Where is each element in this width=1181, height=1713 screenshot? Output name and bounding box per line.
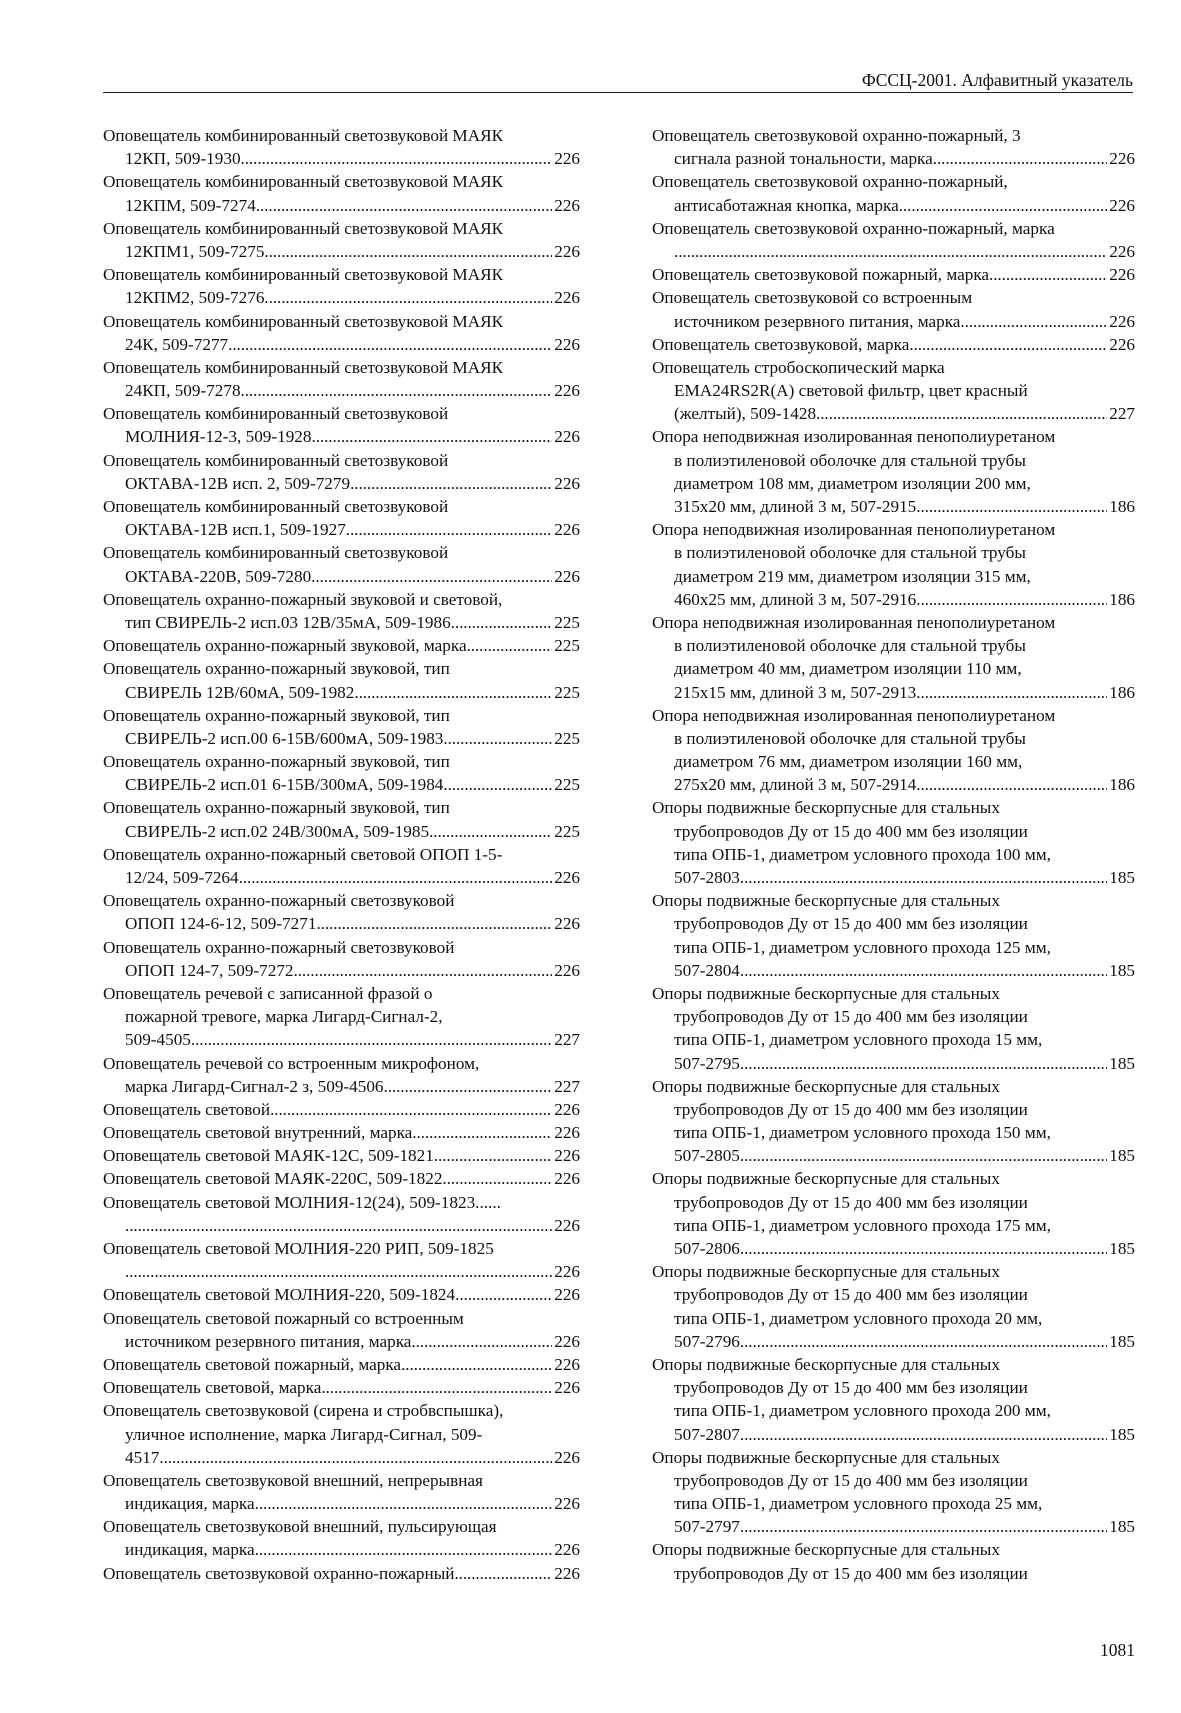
entry-page-number: 225 xyxy=(554,612,580,632)
index-entry xyxy=(103,356,580,402)
index-entry xyxy=(103,449,580,495)
entry-text: в полиэтиленовой оболочке для стальной трубы xyxy=(674,636,1026,656)
index-entry xyxy=(103,1307,580,1353)
entry-page-number: 226 xyxy=(554,1378,580,1398)
entry-text: Оповещатель охранно-пожарный светозвуковой xyxy=(103,937,455,957)
dot-leader xyxy=(916,495,1107,518)
dot-leader xyxy=(228,333,552,356)
entry-text: МОЛНИЯ-12-3, 509-1928 xyxy=(125,427,312,447)
entry-text: Оповещатель комбинированный светозвуковой МАЯК xyxy=(103,311,504,331)
index-entry xyxy=(652,704,1135,797)
entry-page-number: 226 xyxy=(554,1285,580,1305)
entry-page-number: 226 xyxy=(554,1262,580,1282)
entry-text: Оповещатель световой МАЯК-12С, 509-1821 xyxy=(103,1146,434,1166)
index-entry xyxy=(652,1260,1135,1353)
entry-text: Опоры подвижные бескорпусные для стальных xyxy=(652,1354,1000,1374)
index-entry xyxy=(103,1237,580,1283)
entry-text: Оповещатель комбинированный светозвуковой xyxy=(103,404,449,424)
entry-text: 12/24, 509-7264 xyxy=(125,868,239,887)
index-entry xyxy=(103,1098,580,1121)
index-entry xyxy=(103,634,580,657)
entry-text: типа ОПБ-1, диаметром условного прохода 100 мм, xyxy=(674,844,1051,864)
entry-page-number: 186 xyxy=(1109,589,1135,609)
entry-text: Оповещатель светозвуковой (сирена и стробвспышка), xyxy=(103,1401,504,1421)
dot-leader xyxy=(740,1237,1107,1260)
entry-text: Оповещатель светозвуковой охранно-пожарный, xyxy=(652,172,1008,192)
entry-text: Оповещатель охранно-пожарный звуковой и световой, xyxy=(103,589,503,609)
dot-leader xyxy=(740,1144,1107,1167)
header-rule xyxy=(103,92,1133,93)
entry-text: трубопроводов Ду от 15 до 400 мм без изоляции xyxy=(674,1563,1028,1583)
entry-text: 507-2803 xyxy=(674,868,740,887)
entry-text: Опоры подвижные бескорпусные для стальных xyxy=(652,1540,1000,1560)
entry-text: источником резервного питания, марка xyxy=(125,1331,412,1351)
entry-page-number: 226 xyxy=(554,1099,580,1119)
dot-leader xyxy=(443,727,552,750)
index-entry xyxy=(103,982,580,1052)
entry-text: трубопроводов Ду от 15 до 400 мм без изоляции xyxy=(674,1192,1028,1212)
entry-page-number: 226 xyxy=(554,960,580,980)
index-entry xyxy=(103,588,580,634)
entry-page-number: 226 xyxy=(554,149,580,169)
index-entry xyxy=(103,796,580,842)
entry-page-number: 225 xyxy=(554,728,580,748)
dot-leader xyxy=(412,1121,552,1144)
entry-page-number: 185 xyxy=(1109,868,1135,887)
entry-text: диаметром 108 мм, диаметром изоляции 200 мм, xyxy=(674,473,1031,493)
entry-page-number: 186 xyxy=(1109,497,1135,516)
index-entry xyxy=(103,124,580,170)
dot-leader xyxy=(294,959,553,982)
dot-leader xyxy=(255,1538,553,1561)
entry-text: 507-2806 xyxy=(674,1239,740,1258)
entry-page-number: 226 xyxy=(554,914,580,934)
entry-page-number: 226 xyxy=(1109,334,1135,354)
entry-text: (желтый), 509-1428 xyxy=(674,404,817,424)
index-entry xyxy=(103,1283,580,1306)
dot-leader xyxy=(916,773,1107,796)
dot-leader xyxy=(451,611,553,634)
entry-text: уличное исполнение, марка Лигард-Сигнал, 509- xyxy=(125,1424,483,1444)
entry-text: СВИРЕЛЬ-2 исп.02 24В/300мА, 509-1985 xyxy=(125,821,430,841)
index-entry xyxy=(103,1052,580,1098)
dot-leader xyxy=(241,379,553,402)
entry-text: Оповещатель охранно-пожарный звуковой, тип xyxy=(103,705,450,725)
entry-text: 215x15 мм, длиной 3 м, 507-2913 xyxy=(674,682,917,702)
entry-page-number: 226 xyxy=(554,868,580,887)
entry-text: 507-2804 xyxy=(674,960,740,980)
entry-text: 509-4505 xyxy=(125,1030,191,1050)
entry-text: Оповещатель светозвуковой пожарный, марка xyxy=(652,265,990,285)
entry-text: индикация, марка xyxy=(125,1540,255,1560)
entry-page-number: 185 xyxy=(1109,1331,1135,1351)
dot-leader xyxy=(256,194,552,217)
entry-text: Оповещатель световой пожарный со встроенным xyxy=(103,1308,464,1328)
entry-page-number: 185 xyxy=(1109,1053,1135,1073)
entry-text: СВИРЕЛЬ 12В/60мА, 509-1982 xyxy=(125,682,355,702)
entry-page-number: 226 xyxy=(1109,265,1135,285)
entry-page-number: 226 xyxy=(554,1146,580,1166)
entry-page-number: 226 xyxy=(554,566,580,586)
index-entry xyxy=(652,1538,1135,1584)
entry-text: ОПОП 124-6-12, 509-7271 xyxy=(125,914,317,934)
index-entry xyxy=(103,1167,580,1190)
entry-text: 12КП, 509-1930 xyxy=(125,149,241,169)
entry-page-number: 226 xyxy=(554,427,580,447)
running-header xyxy=(103,68,1133,94)
entry-text: индикация, марка xyxy=(125,1494,255,1514)
entry-text: Оповещатель комбинированный светозвуковой МАЯК xyxy=(103,357,504,377)
index-entry xyxy=(103,402,580,448)
entry-text: 24К, 509-7277 xyxy=(125,334,229,354)
dot-leader xyxy=(429,820,552,843)
entry-text: Оповещатель комбинированный светозвуковой xyxy=(103,543,449,563)
index-entry xyxy=(103,310,580,356)
entry-text: Оповещатель световой внутренний, марка xyxy=(103,1123,413,1143)
page-number: 1081 xyxy=(1100,1640,1135,1660)
dot-leader xyxy=(316,912,552,935)
index-entry xyxy=(652,518,1135,611)
dot-leader xyxy=(740,1423,1107,1446)
dot-leader xyxy=(350,472,552,495)
entry-text: Опора неподвижная изолированная пенополиуретаном xyxy=(652,520,1056,540)
entry-text: Оповещатель комбинированный светозвуковой МАЯК xyxy=(103,126,504,145)
dot-leader xyxy=(264,240,552,263)
entry-text: диаметром 40 мм, диаметром изоляции 110 мм, xyxy=(674,659,1022,679)
index-entry xyxy=(652,982,1135,1075)
entry-text: Оповещатель охранно-пожарный звуковой, тип xyxy=(103,659,450,679)
entry-text: Опоры подвижные бескорпусные для стальных xyxy=(652,1169,1000,1189)
dot-leader xyxy=(270,1098,552,1121)
entry-text: Оповещатель охранно-пожарный светозвуковой xyxy=(103,891,455,911)
entry-text: СВИРЕЛЬ-2 исп.00 6-15В/600мА, 509-1983 xyxy=(125,728,444,748)
dot-leader xyxy=(384,1075,553,1098)
dot-leader xyxy=(933,147,1107,170)
index-entry xyxy=(103,704,580,750)
entry-text: 460x25 мм, длиной 3 м, 507-2916 xyxy=(674,589,917,609)
entry-text: пожарной тревоге, марка Лигард-Сигнал-2, xyxy=(125,1007,443,1027)
dot-leader xyxy=(740,959,1107,982)
dot-leader xyxy=(674,240,1107,263)
index-column-left xyxy=(103,124,580,1585)
entry-text: 4517 xyxy=(125,1447,160,1467)
dot-leader xyxy=(467,634,553,657)
entry-text: трубопроводов Ду от 15 до 400 мм без изоляции xyxy=(674,1007,1028,1027)
entry-text: трубопроводов Ду от 15 до 400 мм без изоляции xyxy=(674,1378,1028,1398)
entry-page-number: 226 xyxy=(554,288,580,308)
entry-page-number: 227 xyxy=(1109,404,1135,424)
entry-text: 12КПМ, 509-7274 xyxy=(125,195,256,215)
entry-page-number: 226 xyxy=(554,1215,580,1235)
entry-text: Опоры подвижные бескорпусные для стальных xyxy=(652,1076,1000,1096)
index-entry xyxy=(652,1353,1135,1446)
entry-text: сигнала разной тональности, марка xyxy=(674,149,933,169)
entry-text: ОКТАВА-220В, 509-7280 xyxy=(125,566,312,586)
entry-page-number: 226 xyxy=(554,1331,580,1351)
entry-text: марка Лигард-Сигнал-2 з, 509-4506 xyxy=(125,1076,384,1096)
entry-text: Оповещатель светозвуковой охранно-пожарный, 3 xyxy=(652,126,1021,145)
entry-page-number: 226 xyxy=(554,1540,580,1560)
dot-leader xyxy=(454,1562,552,1585)
entry-text: Опоры подвижные бескорпусные для стальных xyxy=(652,798,1000,818)
entry-page-number: 185 xyxy=(1109,1517,1135,1537)
entry-text: тип СВИРЕЛЬ-2 исп.03 12В/35мА, 509-1986 xyxy=(125,612,451,632)
index-entry xyxy=(652,286,1135,332)
dot-leader xyxy=(312,425,553,448)
entry-text: Оповещатель охранно-пожарный звуковой, марка xyxy=(103,636,467,656)
entry-text: Оповещатель охранно-пожарный световой ОПОП 1-5- xyxy=(103,844,503,864)
dot-leader xyxy=(455,1283,552,1306)
entry-page-number: 226 xyxy=(554,334,580,354)
entry-text: в полиэтиленовой оболочке для стальной трубы xyxy=(674,450,1026,470)
entry-text: типа ОПБ-1, диаметром условного прохода 150 мм, xyxy=(674,1123,1051,1143)
entry-page-number: 185 xyxy=(1109,960,1135,980)
entry-text: Оповещатель светозвуковой со встроенным xyxy=(652,288,973,308)
entry-text: Опоры подвижные бескорпусные для стальных xyxy=(652,891,1000,911)
entry-text: диаметром 219 мм, диаметром изоляции 315 мм, xyxy=(674,566,1031,586)
dot-leader xyxy=(411,1330,552,1353)
entry-text: 12КПМ1, 509-7275 xyxy=(125,241,265,261)
entry-text: Опора неподвижная изолированная пенополиуретаном xyxy=(652,705,1056,725)
index-entry xyxy=(652,263,1135,286)
entry-text: антисаботажная кнопка, марка xyxy=(674,195,899,215)
entry-text: Оповещатель охранно-пожарный звуковой, тип xyxy=(103,752,450,772)
entry-text: диаметром 76 мм, диаметром изоляции 160 мм, xyxy=(674,752,1023,772)
entry-page-number: 226 xyxy=(554,1447,580,1467)
entry-text: в полиэтиленовой оболочке для стальной трубы xyxy=(674,543,1026,563)
dot-leader xyxy=(740,1052,1107,1075)
entry-page-number: 226 xyxy=(554,1169,580,1189)
entry-page-number: 225 xyxy=(554,775,580,795)
index-entry xyxy=(103,1121,580,1144)
index-entry xyxy=(103,263,580,309)
index-entry xyxy=(103,541,580,587)
dot-leader xyxy=(255,1492,553,1515)
index-entry xyxy=(652,217,1135,263)
entry-text: Оповещатель световой, марка xyxy=(103,1378,322,1398)
entry-page-number: 186 xyxy=(1109,775,1135,795)
dot-leader xyxy=(125,1260,552,1283)
entry-text: Оповещатель речевой со встроенным микрофоном, xyxy=(103,1053,480,1073)
index-entry xyxy=(103,170,580,216)
dot-leader xyxy=(241,147,553,170)
index-entry xyxy=(103,495,580,541)
entry-text: типа ОПБ-1, диаметром условного прохода 125 мм, xyxy=(674,937,1051,957)
entry-page-number: 185 xyxy=(1109,1146,1135,1166)
index-entry xyxy=(103,1515,580,1561)
dot-leader xyxy=(434,1144,552,1167)
entry-text: 507-2795 xyxy=(674,1053,740,1073)
entry-page-number: 226 xyxy=(554,381,580,401)
dot-leader xyxy=(264,286,552,309)
entry-page-number: 226 xyxy=(554,195,580,215)
entry-text: Оповещатель комбинированный светозвуковой xyxy=(103,497,449,516)
entry-text: типа ОПБ-1, диаметром условного прохода 25 мм, xyxy=(674,1494,1043,1514)
entry-text: Оповещатель светозвуковой охранно-пожарный xyxy=(103,1563,455,1583)
entry-text: 507-2805 xyxy=(674,1146,740,1166)
dot-leader xyxy=(740,866,1107,889)
entry-text: типа ОПБ-1, диаметром условного прохода 20 мм, xyxy=(674,1308,1043,1328)
index-entry xyxy=(103,1353,580,1376)
dot-leader xyxy=(916,681,1107,704)
entry-text: Оповещатель светозвуковой, марка xyxy=(652,334,910,354)
entry-text: ОКТАВА-12В исп. 2, 509-7279 xyxy=(125,473,351,493)
entry-text: трубопроводов Ду от 15 до 400 мм без изоляции xyxy=(674,1470,1028,1490)
dot-leader xyxy=(159,1446,552,1469)
entry-page-number: 225 xyxy=(554,821,580,841)
index-entry xyxy=(652,170,1135,216)
entry-page-number: 226 xyxy=(554,520,580,540)
entry-page-number: 226 xyxy=(1109,311,1135,331)
entry-page-number: 227 xyxy=(554,1076,580,1096)
entry-page-number: 225 xyxy=(554,636,580,656)
entry-page-number: 185 xyxy=(1109,1424,1135,1444)
entry-text: Оповещатель комбинированный светозвуковой МАЯК xyxy=(103,172,504,192)
entry-text: ОПОП 124-7, 509-7272 xyxy=(125,960,294,980)
entry-text: в полиэтиленовой оболочке для стальной трубы xyxy=(674,728,1026,748)
entry-page-number: 226 xyxy=(1109,195,1135,215)
dot-leader xyxy=(311,565,552,588)
entry-text: типа ОПБ-1, диаметром условного прохода 200 мм, xyxy=(674,1401,1051,1421)
index-entry xyxy=(103,936,580,982)
index-entry xyxy=(652,1446,1135,1539)
dot-leader xyxy=(442,1167,552,1190)
entry-text: 24КП, 509-7278 xyxy=(125,381,241,401)
entry-text: источником резервного питания, марка xyxy=(674,311,961,331)
dot-leader xyxy=(354,681,552,704)
entry-text: Оповещатель речевой с записанной фразой о xyxy=(103,983,433,1003)
entry-text: Оповещатель световой МАЯК-220С, 509-1822 xyxy=(103,1169,443,1189)
dot-leader xyxy=(916,588,1107,611)
entry-text: 507-2796 xyxy=(674,1331,740,1351)
entry-page-number: 226 xyxy=(554,1354,580,1374)
entry-text: Оповещатель светозвуковой внешний, пульсирующая xyxy=(103,1517,497,1537)
entry-text: трубопроводов Ду от 15 до 400 мм без изоляции xyxy=(674,1099,1028,1119)
index-entry xyxy=(103,217,580,263)
entry-page-number: 226 xyxy=(554,1123,580,1143)
index-entry xyxy=(652,611,1135,704)
entry-page-number: 226 xyxy=(554,1494,580,1514)
entry-text: Оповещатель световой xyxy=(103,1099,271,1119)
entry-text: Оповещатель светозвуковой внешний, непрерывная xyxy=(103,1470,483,1490)
dot-leader xyxy=(321,1376,552,1399)
entry-text: типа ОПБ-1, диаметром условного прохода 15 мм, xyxy=(674,1030,1043,1050)
dot-leader xyxy=(816,402,1107,425)
index-entry xyxy=(652,889,1135,982)
dot-leader xyxy=(191,1028,552,1051)
dot-leader xyxy=(239,866,553,889)
dot-leader xyxy=(909,333,1107,356)
entry-text: 12КПМ2, 509-7276 xyxy=(125,288,265,308)
entry-page-number: 227 xyxy=(554,1030,580,1050)
dot-leader xyxy=(989,263,1107,286)
entry-text: СВИРЕЛЬ-2 исп.01 6-15В/300мА, 509-1984 xyxy=(125,775,444,795)
entry-text: типа ОПБ-1, диаметром условного прохода 175 мм, xyxy=(674,1215,1051,1235)
entry-text: Оповещатель световой пожарный, марка xyxy=(103,1354,402,1374)
dot-leader xyxy=(740,1515,1107,1538)
index-entry xyxy=(103,1399,580,1469)
entry-page-number: 226 xyxy=(554,1563,580,1583)
index-entry xyxy=(652,333,1135,356)
entry-text: трубопроводов Ду от 15 до 400 мм без изоляции xyxy=(674,914,1028,934)
entry-text: Оповещатель стробоскопический марка xyxy=(652,357,945,377)
dot-leader xyxy=(899,194,1107,217)
index-entry xyxy=(652,356,1135,426)
entry-text: Оповещатель охранно-пожарный звуковой, тип xyxy=(103,798,450,818)
index-entry xyxy=(103,1191,580,1237)
index-column-right xyxy=(652,124,1135,1585)
entry-page-number: 226 xyxy=(1109,149,1135,169)
entry-text: 507-2807 xyxy=(674,1424,740,1444)
index-entry xyxy=(652,1167,1135,1260)
entry-page-number: 186 xyxy=(1109,682,1135,702)
entry-page-number: 225 xyxy=(554,682,580,702)
entry-text: Оповещатель световой МОЛНИЯ-220 РИП, 509-1825 xyxy=(103,1239,494,1258)
entry-text: Опоры подвижные бескорпусные для стальных xyxy=(652,983,1000,1003)
index-entry xyxy=(103,1469,580,1515)
entry-text: Оповещатель световой МОЛНИЯ-12(24), 509-1823...... xyxy=(103,1192,501,1212)
entry-page-number: 226 xyxy=(554,473,580,493)
entry-text: Оповещатель комбинированный светозвуковой МАЯК xyxy=(103,265,504,285)
index-entry xyxy=(103,843,580,889)
dot-leader xyxy=(125,1214,552,1237)
entry-text: трубопроводов Ду от 15 до 400 мм без изоляции xyxy=(674,1285,1028,1305)
index-entry xyxy=(652,1075,1135,1168)
index-entry xyxy=(103,1144,580,1167)
entry-text: ОКТАВА-12В исп.1, 509-1927 xyxy=(125,520,346,540)
entry-page-number: 226 xyxy=(1109,241,1135,261)
dot-leader xyxy=(443,773,552,796)
entry-text: Опора неподвижная изолированная пенополиуретаном xyxy=(652,612,1056,632)
entry-text: Оповещатель светозвуковой охранно-пожарный, марка xyxy=(652,218,1055,238)
dot-leader xyxy=(740,1330,1107,1353)
entry-text: трубопроводов Ду от 15 до 400 мм без изоляции xyxy=(674,821,1028,841)
index-entry xyxy=(103,1562,580,1585)
entry-text: 315x20 мм, длиной 3 м, 507-2915 xyxy=(674,497,917,516)
entry-text: EMA24RS2R(A) световой фильтр, цвет красный xyxy=(674,381,1028,401)
entry-text: Опоры подвижные бескорпусные для стальных xyxy=(652,1447,1000,1467)
index-entry xyxy=(652,425,1135,518)
index-entry xyxy=(103,889,580,935)
index-entry xyxy=(652,796,1135,889)
entry-page-number: 226 xyxy=(554,241,580,261)
entry-text: Оповещатель комбинированный светозвуковой xyxy=(103,450,449,470)
entry-text: 275x20 мм, длиной 3 м, 507-2914 xyxy=(674,775,917,795)
dot-leader xyxy=(960,310,1107,333)
index-entry xyxy=(652,124,1135,170)
entry-page-number: 185 xyxy=(1109,1239,1135,1258)
dot-leader xyxy=(401,1353,552,1376)
dot-leader xyxy=(346,518,552,541)
entry-text: 507-2797 xyxy=(674,1517,740,1537)
entry-text: Опора неподвижная изолированная пенополиуретаном xyxy=(652,427,1056,447)
index-entry xyxy=(103,750,580,796)
index-entry xyxy=(103,657,580,703)
entry-text: Опоры подвижные бескорпусные для стальных xyxy=(652,1262,1000,1282)
entry-text: Оповещатель комбинированный светозвуковой МАЯК xyxy=(103,218,504,238)
index-entry xyxy=(103,1376,580,1399)
header-title: ФССЦ-2001. Алфавитный указатель xyxy=(861,70,1133,90)
entry-text: Оповещатель световой МОЛНИЯ-220, 509-1824 xyxy=(103,1285,456,1305)
